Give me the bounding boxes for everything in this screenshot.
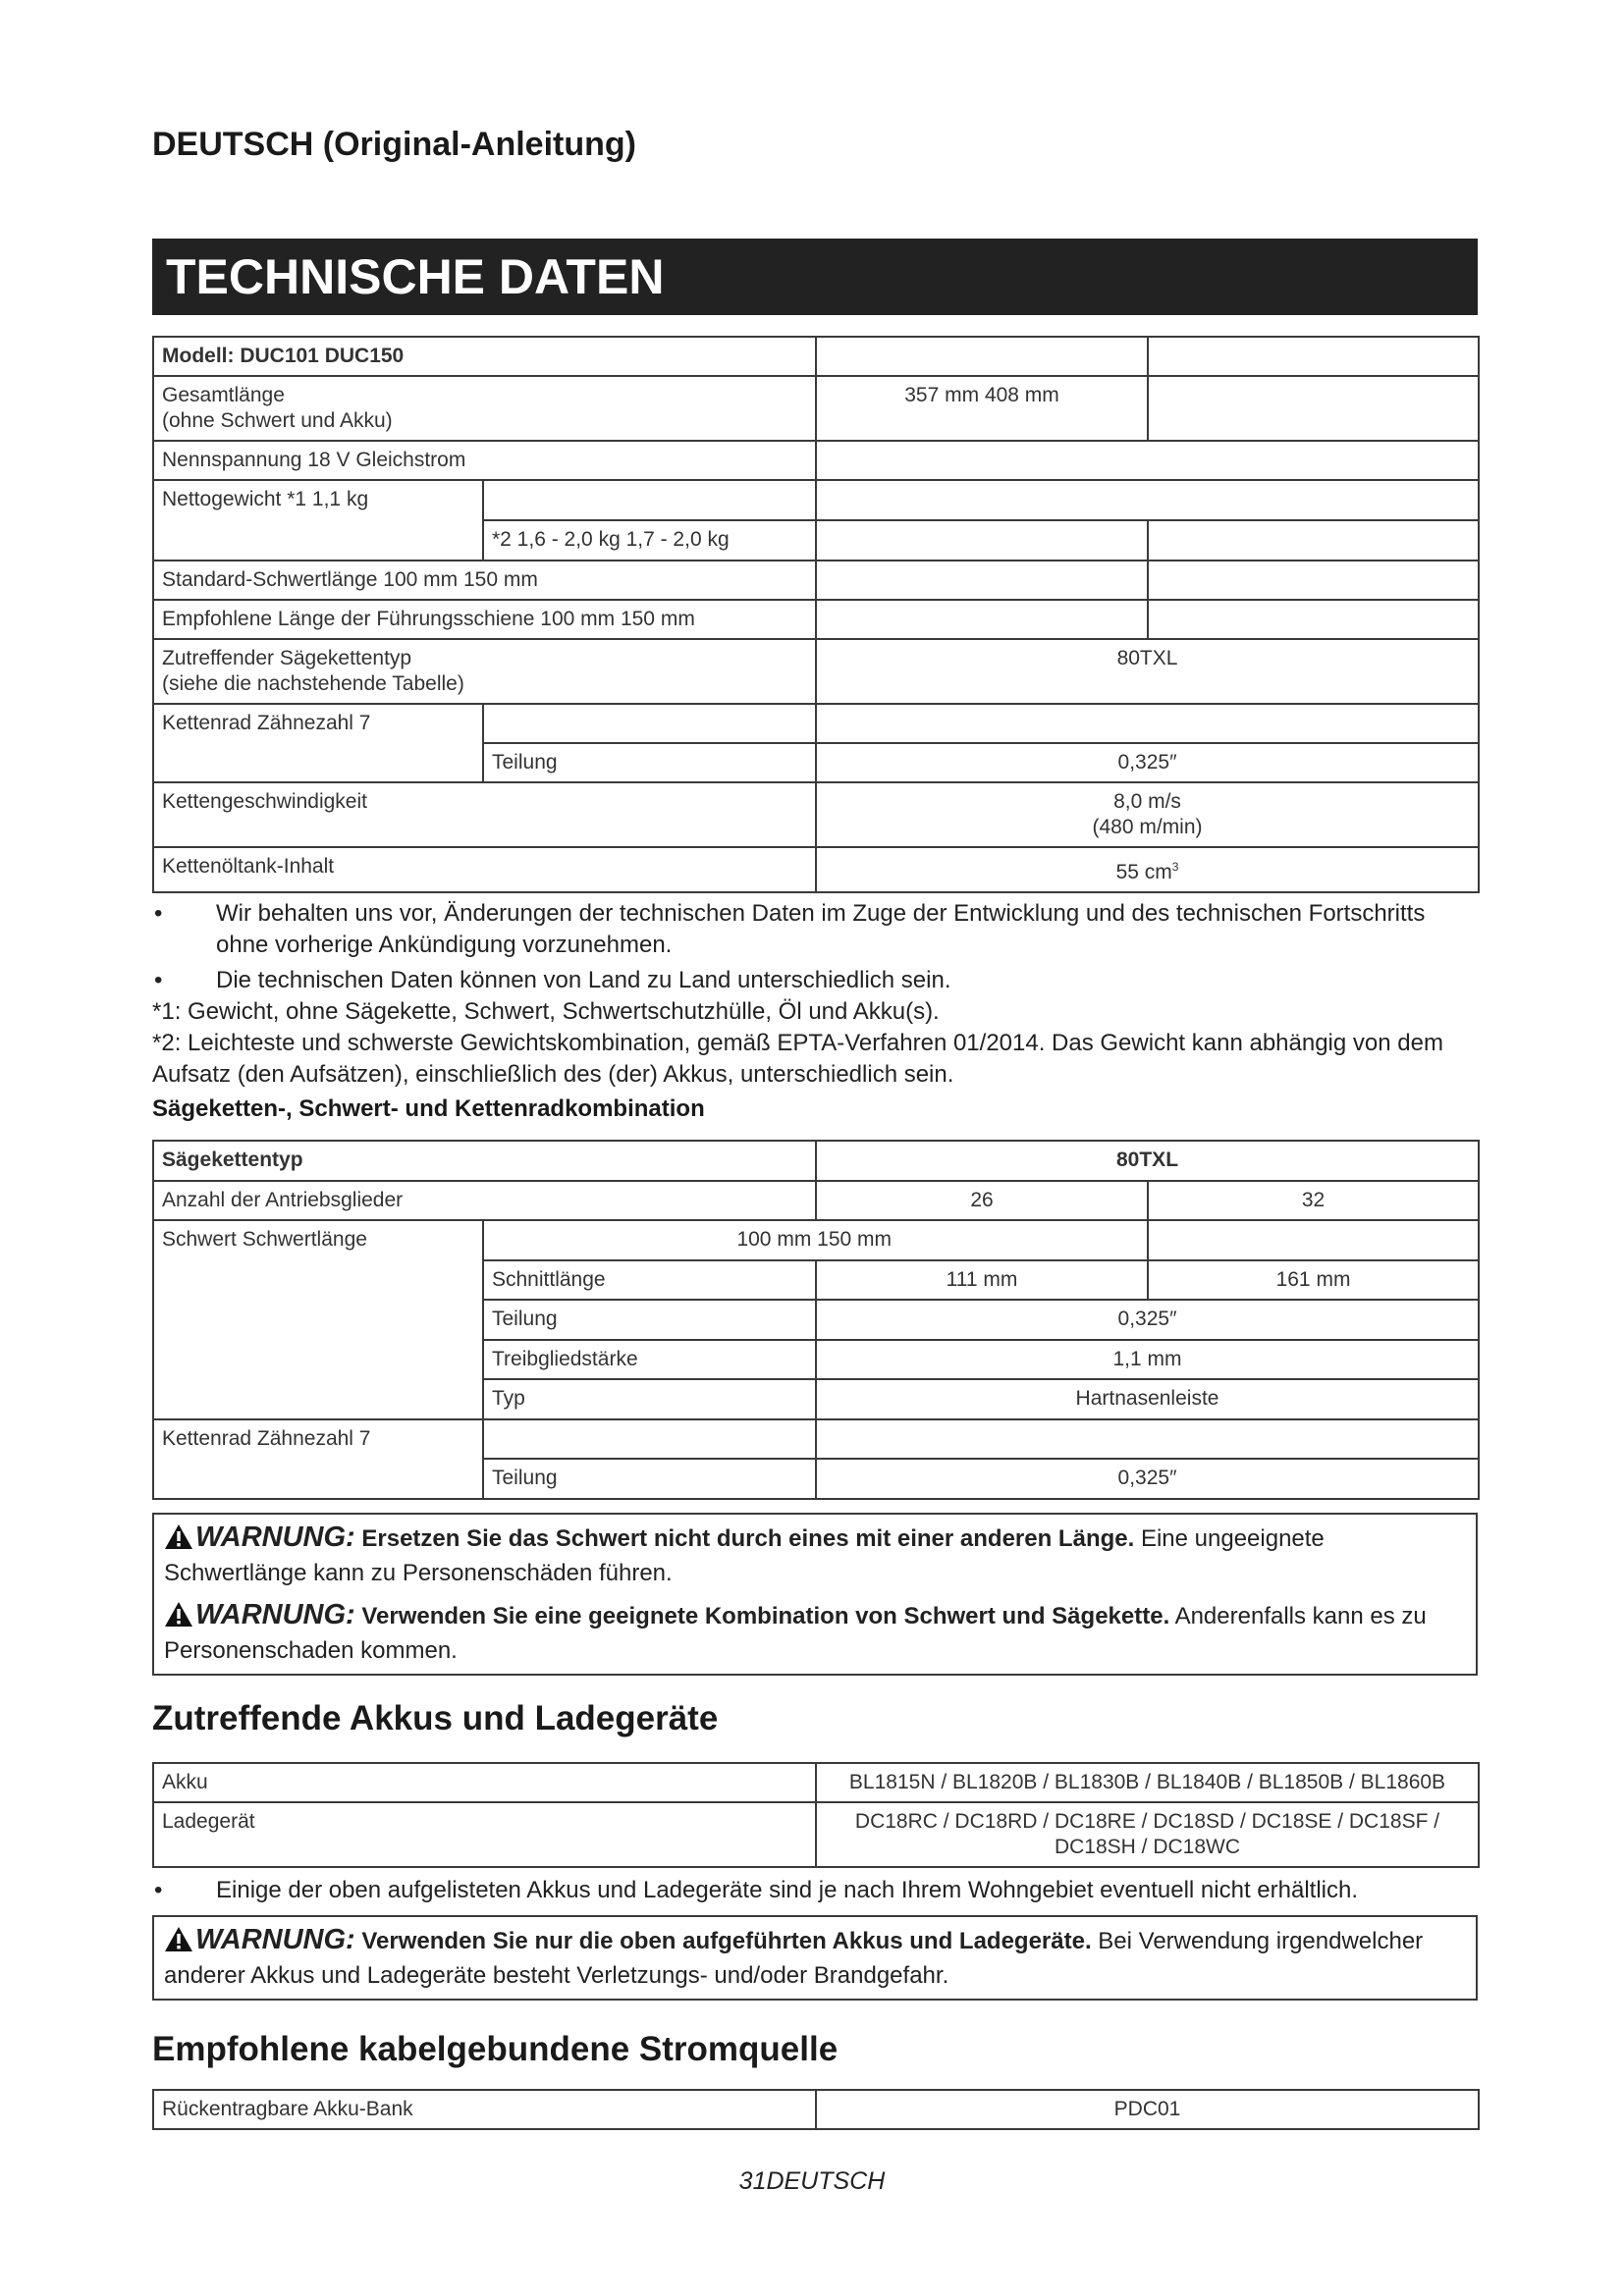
- notes-block: [152, 898, 1478, 1091]
- warning-paragraph: [164, 1522, 1466, 1588]
- battery-section-heading: Zutreffende Akkus und Ladegeräte: [152, 1699, 719, 1737]
- drive-links-1: 26: [816, 1181, 1148, 1220]
- empty-cell: [483, 1419, 816, 1459]
- combo-sprocket-label: Kettenrad Zähnezahl 7: [153, 1419, 483, 1499]
- bar-type-label: Typ: [483, 1379, 816, 1419]
- chain-type-label: [153, 639, 816, 704]
- empty-cell: [816, 337, 1148, 376]
- recommended-bar-length: Empfohlene Länge der Führungsschiene 100 mm 150 mm: [153, 600, 816, 639]
- combo-chain-type-label: Sägekettentyp: [153, 1141, 816, 1181]
- warning-triangle-icon: [164, 1926, 193, 1960]
- chain-speed-value: [816, 782, 1479, 847]
- table-row: [153, 480, 1479, 520]
- oil-tank-value-cell: [816, 847, 1479, 892]
- rated-voltage: Nennspannung 18 V Gleichstrom: [153, 441, 816, 480]
- table-row: [153, 782, 1479, 847]
- overall-length-label: [153, 376, 816, 441]
- warning-text: Eine ungeeignete Schwertlänge kann zu Personenschäden führen.: [164, 1525, 1325, 1586]
- bullet-dot: •: [154, 900, 163, 927]
- empty-cell: [816, 1419, 1479, 1459]
- battery-table: [152, 1762, 1480, 1868]
- sprocket-pitch-value: 0,325″: [816, 1459, 1479, 1499]
- warning-box-battery: [152, 1915, 1478, 2001]
- empty-cell: [816, 704, 1479, 743]
- table-row: [153, 376, 1479, 441]
- empty-cell: [816, 600, 1148, 639]
- table-row: [153, 337, 1479, 376]
- power-source-table: [152, 2089, 1480, 2130]
- charger-value: DC18RC / DC18RD / DC18RE / DC18SD / DC18SE / DC18SF / DC18SH / DC18WC: [816, 1802, 1479, 1867]
- empty-cell: [483, 704, 816, 743]
- warning-label: WARNUNG:: [195, 1924, 355, 1955]
- standard-bar-length: Standard-Schwertlänge 100 mm 150 mm: [153, 561, 816, 600]
- battery-availability-note: Einige der oben aufgelisteten Akkus und Ladegeräte sind je nach Ihrem Wohngebiet eventuell nicht erhältlich.: [216, 1877, 1358, 1903]
- warning-triangle-icon: [164, 1601, 193, 1635]
- table-row: [153, 847, 1479, 892]
- combination-table: [152, 1140, 1480, 1500]
- list-item: [152, 965, 1478, 996]
- warning-bold-text: Verwenden Sie nur die oben aufgeführten Akkus und Ladegeräte.: [361, 1928, 1092, 1954]
- sprocket-label: Kettenrad Zähnezahl 7: [153, 704, 483, 782]
- warning-bold-text: Ersetzen Sie das Schwert nicht durch eines mit einer anderen Länge.: [361, 1525, 1135, 1552]
- empty-cell: [816, 441, 1479, 480]
- chain-type-sub: (siehe die nachstehende Tabelle): [162, 672, 464, 695]
- list-item: [152, 1875, 1478, 1906]
- warning-triangle-icon: [164, 1523, 193, 1558]
- drive-links-2: 32: [1148, 1181, 1479, 1220]
- power-source-label: Rückentragbare Akku-Bank: [153, 2090, 816, 2129]
- power-section-heading: Empfohlene kabelgebundene Stromquelle: [152, 2030, 839, 2068]
- bar-length-value: 100 mm 150 mm: [483, 1220, 1148, 1260]
- power-source-value: PDC01: [816, 2090, 1479, 2129]
- table-row: [153, 561, 1479, 600]
- chain-speed-label: Kettengeschwindigkeit: [153, 782, 816, 847]
- empty-cell: [1148, 600, 1479, 639]
- footnote-1: *1: Gewicht, ohne Sägekette, Schwert, Schwertschutzhülle, Öl und Akku(s).: [152, 998, 940, 1025]
- gauge-label: Treibgliedstärke: [483, 1340, 816, 1379]
- cut-length-2: 161 mm: [1148, 1260, 1479, 1300]
- cut-length-1: 111 mm: [816, 1260, 1148, 1300]
- overall-length-sub: (ohne Schwert und Akku): [162, 409, 393, 432]
- empty-cell: [483, 480, 816, 520]
- page-header: DEUTSCH (Original-Anleitung): [152, 126, 636, 163]
- empty-cell: [816, 561, 1148, 600]
- table-row: [153, 441, 1479, 480]
- table-row: [153, 1802, 1479, 1867]
- net-weight-2: *2 1,6 - 2,0 kg 1,7 - 2,0 kg: [483, 520, 816, 561]
- sprocket-pitch-label: Teilung: [483, 1459, 816, 1499]
- technical-data-table: [152, 336, 1480, 893]
- empty-cell: [1148, 1220, 1479, 1260]
- pitch-value: 0,325″: [816, 743, 1479, 782]
- table-row: [153, 2090, 1479, 2129]
- table-row: [153, 1220, 1479, 1260]
- combo-pitch-value: 0,325″: [816, 1300, 1479, 1340]
- table-row: [153, 1763, 1479, 1802]
- pitch-label: Teilung: [483, 743, 816, 782]
- overall-length-label-text: Gesamtlänge: [162, 384, 285, 406]
- chain-type-value: 80TXL: [816, 639, 1479, 704]
- combo-chain-type-value: 80TXL: [816, 1141, 1479, 1181]
- table-row: [153, 1141, 1479, 1181]
- warning-box-bar: [152, 1513, 1478, 1676]
- warning-label: WARNUNG:: [195, 1522, 355, 1553]
- empty-cell: [1148, 561, 1479, 600]
- empty-cell: [1148, 376, 1479, 441]
- table-row: [153, 704, 1479, 743]
- oil-tank-value: 55 cm: [1115, 861, 1172, 883]
- table-row: [153, 1181, 1479, 1220]
- oil-tank-unit-sup: 3: [1171, 860, 1179, 874]
- gauge-value: 1,1 mm: [816, 1340, 1479, 1379]
- battery-value: BL1815N / BL1820B / BL1830B / BL1840B / BL1850B / BL1860B: [816, 1763, 1479, 1802]
- chain-type-label-text: Zutreffender Sägekettentyp: [162, 647, 412, 669]
- combo-heading: Sägeketten-, Schwert- und Kettenradkombination: [152, 1095, 705, 1122]
- empty-cell: [1148, 520, 1479, 561]
- warning-label: WARNUNG:: [195, 1599, 355, 1630]
- bullet-dot: •: [154, 1877, 163, 1903]
- cut-length-label: Schnittlänge: [483, 1260, 816, 1300]
- list-item: [152, 898, 1478, 961]
- net-weight-1: Nettogewicht *1 1,1 kg: [153, 480, 483, 561]
- warning-bold-text: Verwenden Sie eine geeignete Kombination von Schwert und Sägekette.: [361, 1603, 1170, 1629]
- bar-type-value: Hartnasenleiste: [816, 1379, 1479, 1419]
- charger-label: Ladegerät: [153, 1802, 816, 1867]
- warning-paragraph: [164, 1600, 1466, 1666]
- drive-links-label: Anzahl der Antriebsglieder: [153, 1181, 816, 1220]
- oil-tank-label: Kettenöltank-Inhalt: [153, 847, 816, 892]
- warning-text: Bei Verwendung irgendwelcher anderer Akkus und Ladegeräte besteht Verletzungs- und/oder Brandgefahr.: [164, 1928, 1424, 1989]
- overall-length-value: 357 mm 408 mm: [816, 376, 1148, 441]
- model-label: Modell: DUC101 DUC150: [153, 337, 816, 376]
- warning-paragraph: [164, 1925, 1466, 1991]
- battery-label: Akku: [153, 1763, 816, 1802]
- bullet-dot: •: [154, 967, 163, 993]
- chain-speed-sub: (480 m/min): [1092, 816, 1203, 838]
- table-row: [153, 600, 1479, 639]
- combo-pitch-label: Teilung: [483, 1300, 816, 1340]
- warning-text: Anderenfalls kann es zu Personenschaden kommen.: [164, 1603, 1427, 1664]
- section-title-banner: TECHNISCHE DATEN: [152, 239, 1478, 315]
- note-bullet-1: Wir behalten uns vor, Änderungen der technischen Daten im Zuge der Entwicklung und des technischen Fortschritts ohne vorherige Ankündigung vorzunehmen.: [216, 900, 1426, 958]
- empty-cell: [816, 520, 1148, 561]
- chain-speed-main: 8,0 m/s: [1113, 790, 1181, 813]
- footnote-2: *2: Leichteste und schwerste Gewichtskombination, gemäß EPTA-Verfahren 01/2014. Das Gewicht kann abhängig von dem Aufsatz (den Aufsätzen), einschließlich des (der) Akkus, unterschiedlich sein.: [152, 1030, 1443, 1088]
- empty-cell: [1148, 337, 1479, 376]
- bar-label: Schwert Schwertlänge: [153, 1220, 483, 1419]
- table-row: [153, 1419, 1479, 1459]
- empty-cell: [816, 480, 1479, 520]
- note-bullet-2: Die technischen Daten können von Land zu Land unterschiedlich sein.: [216, 967, 951, 993]
- table-row: [153, 639, 1479, 704]
- page-footer: 31DEUTSCH: [738, 2167, 886, 2195]
